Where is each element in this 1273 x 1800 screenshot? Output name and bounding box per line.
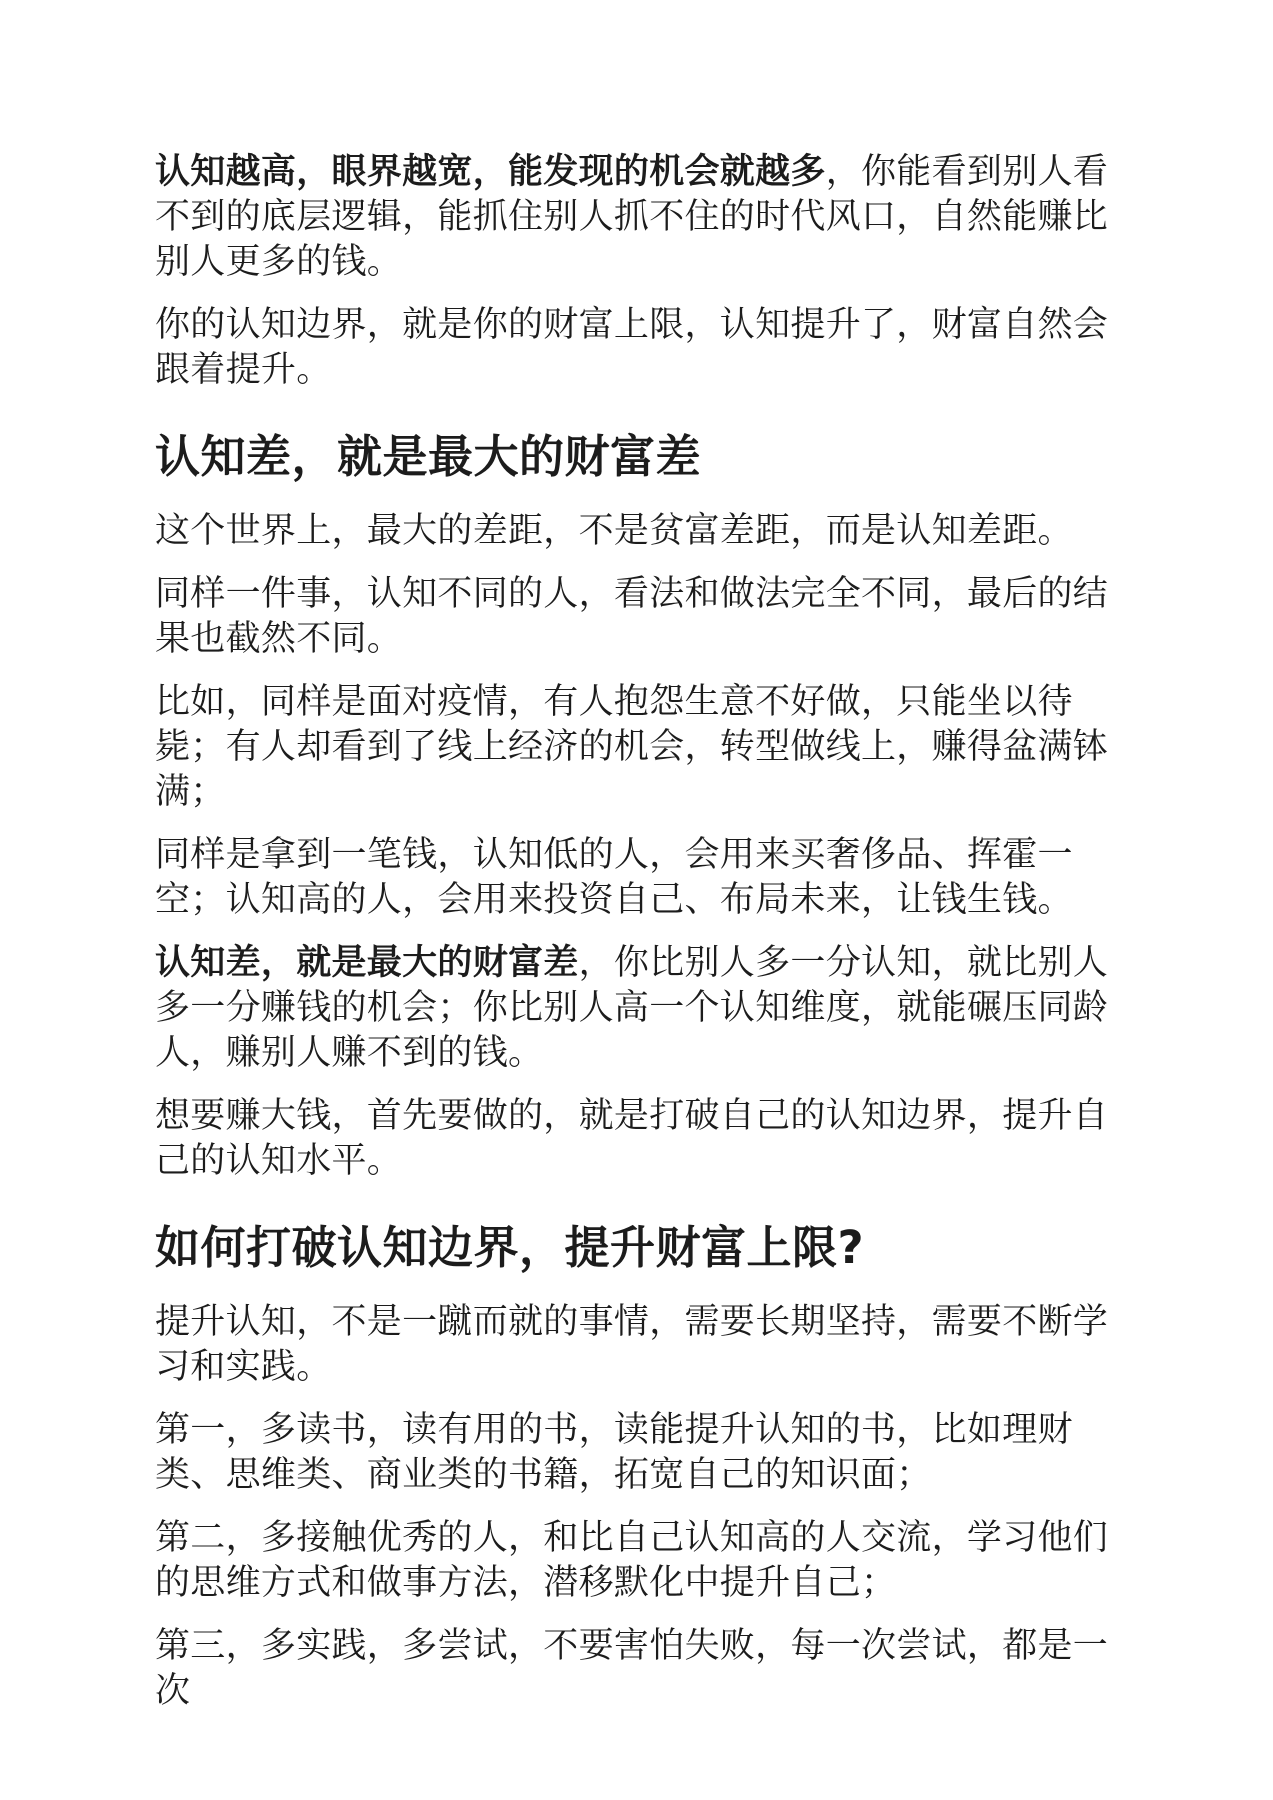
paragraph-text: 同样是拿到一笔钱，认知低的人，会用来买奢侈品、挥霍一空；认知高的人，会用来投资自己、布局未来，让钱生钱。 xyxy=(155,835,1073,920)
paragraph xyxy=(155,150,1125,285)
paragraph-text: 同样一件事，认知不同的人，看法和做法完全不同，最后的结果也截然不同。 xyxy=(155,574,1109,659)
paragraph-text: 第二，多接触优秀的人，和比自己认知高的人交流，学习他们的思维方式和做事方法，潜移默化中提升自己； xyxy=(155,1518,1109,1603)
paragraph-text: ，你能看到别人看不到的底层逻辑，能抓住别人抓不住的时代风口，自然能赚比别人更多的钱。 xyxy=(155,152,1109,282)
paragraph xyxy=(155,572,1125,662)
paragraph xyxy=(155,941,1125,1076)
article-body xyxy=(155,150,1125,1732)
paragraph-text: 你的认知边界，就是你的财富上限，认知提升了，财富自然会跟着提升。 xyxy=(155,305,1109,390)
paragraph xyxy=(155,1094,1125,1184)
section-heading: 如何打破认知边界，提升财富上限? xyxy=(155,1221,865,1274)
paragraph-text: 第一，多读书，读有用的书，读能提升认知的书，比如理财类、思维类、商业类的书籍，拓宽自己的知识面； xyxy=(155,1410,1073,1495)
paragraph-text: 提升认知，不是一蹴而就的事情，需要长期坚持，需要不断学习和实践。 xyxy=(155,1302,1109,1387)
bold-lead: 认知差，就是最大的财富差 xyxy=(155,943,579,983)
paragraph xyxy=(155,1516,1125,1606)
paragraph xyxy=(155,1624,1125,1714)
paragraph xyxy=(155,509,1125,554)
paragraph xyxy=(155,303,1125,393)
paragraph-text: ，你比别人多一分认知，就比别人多一分赚钱的机会；你比别人高一个认知维度，就能碾压同龄人，赚别人赚不到的钱。 xyxy=(155,943,1109,1073)
paragraph xyxy=(155,680,1125,815)
paragraph xyxy=(155,1300,1125,1390)
paragraph xyxy=(155,833,1125,923)
section-heading: 认知差，就是最大的财富差 xyxy=(155,430,702,483)
paragraph-text: 第三，多实践，多尝试，不要害怕失败，每一次尝试，都是一次 xyxy=(155,1626,1109,1711)
paragraph-text: 比如，同样是面对疫情，有人抱怨生意不好做，只能坐以待毙；有人却看到了线上经济的机会，转型做线上，赚得盆满钵满； xyxy=(155,682,1109,812)
paragraph-text: 这个世界上，最大的差距，不是贫富差距，而是认知差距。 xyxy=(155,511,1073,551)
paragraph xyxy=(155,1408,1125,1498)
paragraph-text: 想要赚大钱，首先要做的，就是打破自己的认知边界，提升自己的认知水平。 xyxy=(155,1096,1109,1181)
bold-lead: 认知越高，眼界越宽，能发现的机会就越多 xyxy=(155,152,826,192)
